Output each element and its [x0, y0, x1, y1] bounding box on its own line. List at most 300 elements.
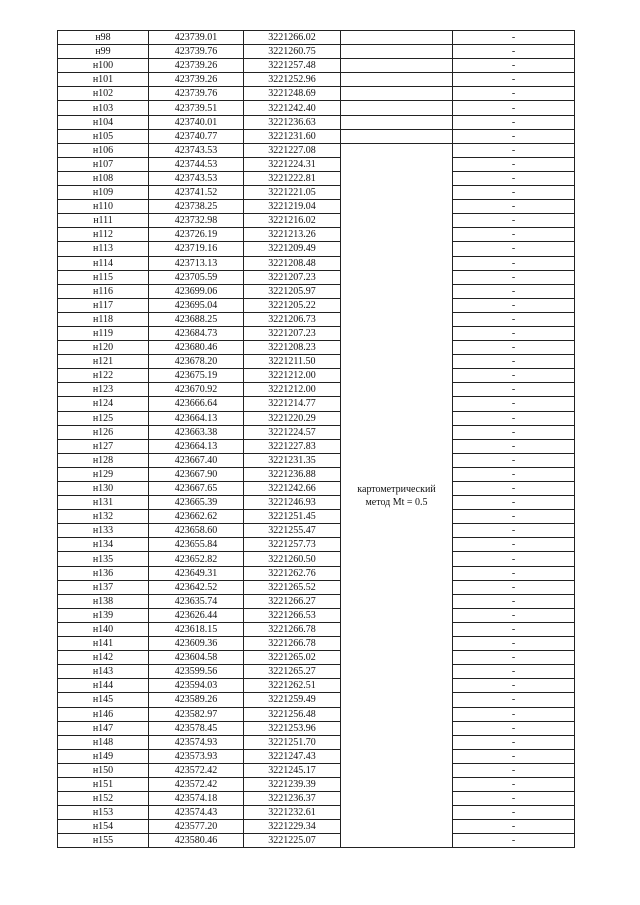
y-coordinate-cell: 3221227.08 — [244, 143, 341, 157]
point-name-cell: н106 — [58, 143, 149, 157]
dash-cell: - — [453, 834, 575, 848]
x-coordinate-cell: 423678.20 — [149, 355, 244, 369]
x-coordinate-cell: 423663.38 — [149, 425, 244, 439]
x-coordinate-cell: 423741.52 — [149, 186, 244, 200]
dash-cell: - — [453, 214, 575, 228]
y-coordinate-cell: 3221207.23 — [244, 326, 341, 340]
y-coordinate-cell: 3221209.49 — [244, 242, 341, 256]
x-coordinate-cell: 423739.76 — [149, 45, 244, 59]
x-coordinate-cell: 423658.60 — [149, 524, 244, 538]
dash-cell: - — [453, 566, 575, 580]
table-row — [58, 397, 575, 411]
table-row — [58, 721, 575, 735]
x-coordinate-cell: 423652.82 — [149, 552, 244, 566]
x-coordinate-cell: 423688.25 — [149, 312, 244, 326]
table-row — [58, 820, 575, 834]
point-name-cell: н110 — [58, 200, 149, 214]
y-coordinate-cell: 3221211.50 — [244, 355, 341, 369]
y-coordinate-cell: 3221236.37 — [244, 792, 341, 806]
table-row — [58, 87, 575, 101]
y-coordinate-cell: 3221260.75 — [244, 45, 341, 59]
method-blank-cell — [341, 87, 453, 101]
x-coordinate-cell: 423635.74 — [149, 594, 244, 608]
table-row — [58, 735, 575, 749]
x-coordinate-cell: 423574.43 — [149, 806, 244, 820]
table-row — [58, 129, 575, 143]
x-coordinate-cell: 423578.45 — [149, 721, 244, 735]
point-name-cell: н100 — [58, 59, 149, 73]
point-name-cell: н117 — [58, 298, 149, 312]
y-coordinate-cell: 3221212.00 — [244, 383, 341, 397]
y-coordinate-cell: 3221224.57 — [244, 425, 341, 439]
y-coordinate-cell: 3221206.73 — [244, 312, 341, 326]
y-coordinate-cell: 3221242.66 — [244, 482, 341, 496]
method-line-1: картометрический — [357, 483, 436, 495]
table-row — [58, 326, 575, 340]
dash-cell: - — [453, 101, 575, 115]
y-coordinate-cell: 3221259.49 — [244, 693, 341, 707]
y-coordinate-cell: 3221231.60 — [244, 129, 341, 143]
method-blank-cell — [341, 45, 453, 59]
table-row — [58, 425, 575, 439]
point-name-cell: н147 — [58, 721, 149, 735]
table-row — [58, 369, 575, 383]
x-coordinate-cell: 423662.62 — [149, 510, 244, 524]
table-row — [58, 411, 575, 425]
y-coordinate-cell: 3221266.53 — [244, 608, 341, 622]
method-blank-cell — [341, 31, 453, 45]
y-coordinate-cell: 3221224.31 — [244, 157, 341, 171]
y-coordinate-cell: 3221247.43 — [244, 749, 341, 763]
x-coordinate-cell: 423726.19 — [149, 228, 244, 242]
x-coordinate-cell: 423666.64 — [149, 397, 244, 411]
x-coordinate-cell: 423572.42 — [149, 777, 244, 791]
y-coordinate-cell: 3221252.96 — [244, 73, 341, 87]
y-coordinate-cell: 3221265.52 — [244, 580, 341, 594]
point-name-cell: н102 — [58, 87, 149, 101]
table-row — [58, 693, 575, 707]
point-name-cell: н101 — [58, 73, 149, 87]
x-coordinate-cell: 423582.97 — [149, 707, 244, 721]
point-name-cell: н123 — [58, 383, 149, 397]
y-coordinate-cell: 3221242.40 — [244, 101, 341, 115]
y-coordinate-cell: 3221260.50 — [244, 552, 341, 566]
point-name-cell: н105 — [58, 129, 149, 143]
dash-cell: - — [453, 59, 575, 73]
y-coordinate-cell: 3221220.29 — [244, 411, 341, 425]
x-coordinate-cell: 423739.51 — [149, 101, 244, 115]
dash-cell: - — [453, 45, 575, 59]
table-row — [58, 806, 575, 820]
dash-cell: - — [453, 749, 575, 763]
table-row — [58, 580, 575, 594]
point-name-cell: н148 — [58, 735, 149, 749]
x-coordinate-cell: 423609.36 — [149, 637, 244, 651]
y-coordinate-cell: 3221221.05 — [244, 186, 341, 200]
point-name-cell: н125 — [58, 411, 149, 425]
point-name-cell: н135 — [58, 552, 149, 566]
y-coordinate-cell: 3221246.93 — [244, 496, 341, 510]
x-coordinate-cell: 423667.65 — [149, 482, 244, 496]
y-coordinate-cell: 3221253.96 — [244, 721, 341, 735]
x-coordinate-cell: 423574.18 — [149, 792, 244, 806]
y-coordinate-cell: 3221219.04 — [244, 200, 341, 214]
table-row — [58, 552, 575, 566]
table-row — [58, 228, 575, 242]
table-row — [58, 538, 575, 552]
point-name-cell: н150 — [58, 763, 149, 777]
point-name-cell: н124 — [58, 397, 149, 411]
point-name-cell: н138 — [58, 594, 149, 608]
dash-cell: - — [453, 425, 575, 439]
method-blank-cell — [341, 101, 453, 115]
x-coordinate-cell: 423738.25 — [149, 200, 244, 214]
x-coordinate-cell: 423719.16 — [149, 242, 244, 256]
table-row — [58, 651, 575, 665]
dash-cell: - — [453, 820, 575, 834]
dash-cell: - — [453, 87, 575, 101]
table-row — [58, 73, 575, 87]
table-row — [58, 312, 575, 326]
method-blank-cell — [341, 59, 453, 73]
x-coordinate-cell: 423577.20 — [149, 820, 244, 834]
y-coordinate-cell: 3221262.76 — [244, 566, 341, 580]
point-name-cell: н103 — [58, 101, 149, 115]
x-coordinate-cell: 423740.01 — [149, 115, 244, 129]
x-coordinate-cell: 423572.42 — [149, 763, 244, 777]
method-blank-cell — [341, 115, 453, 129]
y-coordinate-cell: 3221266.27 — [244, 594, 341, 608]
table-row — [58, 284, 575, 298]
dash-cell: - — [453, 496, 575, 510]
table-row — [58, 453, 575, 467]
table-row — [58, 749, 575, 763]
method-line-2: метод Mt = 0.5 — [365, 496, 428, 508]
point-name-cell: н118 — [58, 312, 149, 326]
table-row — [58, 214, 575, 228]
dash-cell: - — [453, 129, 575, 143]
x-coordinate-cell: 423670.92 — [149, 383, 244, 397]
point-name-cell: н126 — [58, 425, 149, 439]
point-name-cell: н144 — [58, 679, 149, 693]
dash-cell: - — [453, 524, 575, 538]
table-row — [58, 679, 575, 693]
point-name-cell: н111 — [58, 214, 149, 228]
point-name-cell: н132 — [58, 510, 149, 524]
dash-cell: - — [453, 721, 575, 735]
x-coordinate-cell: 423626.44 — [149, 608, 244, 622]
x-coordinate-cell: 423713.13 — [149, 256, 244, 270]
dash-cell: - — [453, 115, 575, 129]
point-name-cell: н127 — [58, 439, 149, 453]
point-name-cell: н112 — [58, 228, 149, 242]
y-coordinate-cell: 3221216.02 — [244, 214, 341, 228]
dash-cell: - — [453, 397, 575, 411]
x-coordinate-cell: 423744.53 — [149, 157, 244, 171]
point-name-cell: н154 — [58, 820, 149, 834]
y-coordinate-cell: 3221205.97 — [244, 284, 341, 298]
table-row — [58, 482, 575, 496]
point-name-cell: н114 — [58, 256, 149, 270]
y-coordinate-cell: 3221251.45 — [244, 510, 341, 524]
dash-cell: - — [453, 242, 575, 256]
point-name-cell: н99 — [58, 45, 149, 59]
table-row — [58, 171, 575, 185]
table-row — [58, 383, 575, 397]
table-row — [58, 270, 575, 284]
dash-cell: - — [453, 369, 575, 383]
y-coordinate-cell: 3221236.88 — [244, 467, 341, 481]
dash-cell: - — [453, 665, 575, 679]
y-coordinate-cell: 3221227.83 — [244, 439, 341, 453]
dash-cell: - — [453, 341, 575, 355]
point-name-cell: н108 — [58, 171, 149, 185]
point-name-cell: н119 — [58, 326, 149, 340]
dash-cell: - — [453, 411, 575, 425]
x-coordinate-cell: 423594.03 — [149, 679, 244, 693]
point-name-cell: н137 — [58, 580, 149, 594]
table-row — [58, 157, 575, 171]
x-coordinate-cell: 423680.46 — [149, 341, 244, 355]
y-coordinate-cell: 3221225.07 — [244, 834, 341, 848]
table-row — [58, 834, 575, 848]
table-row — [58, 637, 575, 651]
dash-cell: - — [453, 228, 575, 242]
dash-cell: - — [453, 763, 575, 777]
point-name-cell: н153 — [58, 806, 149, 820]
point-name-cell: н122 — [58, 369, 149, 383]
x-coordinate-cell: 423580.46 — [149, 834, 244, 848]
y-coordinate-cell: 3221266.78 — [244, 637, 341, 651]
dash-cell: - — [453, 171, 575, 185]
y-coordinate-cell: 3221248.69 — [244, 87, 341, 101]
method-blank-cell — [341, 73, 453, 87]
table-row — [58, 566, 575, 580]
x-coordinate-cell: 423699.06 — [149, 284, 244, 298]
y-coordinate-cell: 3221266.78 — [244, 622, 341, 636]
dash-cell: - — [453, 73, 575, 87]
y-coordinate-cell: 3221208.48 — [244, 256, 341, 270]
dash-cell: - — [453, 467, 575, 481]
dash-cell: - — [453, 143, 575, 157]
table-row — [58, 763, 575, 777]
x-coordinate-cell: 423599.56 — [149, 665, 244, 679]
point-name-cell: н128 — [58, 453, 149, 467]
dash-cell: - — [453, 679, 575, 693]
dash-cell: - — [453, 298, 575, 312]
dash-cell: - — [453, 806, 575, 820]
x-coordinate-cell: 423589.26 — [149, 693, 244, 707]
point-name-cell: н140 — [58, 622, 149, 636]
table-row — [58, 298, 575, 312]
y-coordinate-cell: 3221245.17 — [244, 763, 341, 777]
x-coordinate-cell: 423739.76 — [149, 87, 244, 101]
point-name-cell: н141 — [58, 637, 149, 651]
method-blank-cell — [341, 129, 453, 143]
table-row — [58, 792, 575, 806]
dash-cell: - — [453, 538, 575, 552]
y-coordinate-cell: 3221255.47 — [244, 524, 341, 538]
table-row — [58, 665, 575, 679]
y-coordinate-cell: 3221222.81 — [244, 171, 341, 185]
point-name-cell: н143 — [58, 665, 149, 679]
table-row — [58, 594, 575, 608]
point-name-cell: н116 — [58, 284, 149, 298]
x-coordinate-cell: 423675.19 — [149, 369, 244, 383]
dash-cell: - — [453, 622, 575, 636]
point-name-cell: н130 — [58, 482, 149, 496]
y-coordinate-cell: 3221212.00 — [244, 369, 341, 383]
table-row — [58, 510, 575, 524]
table-row — [58, 45, 575, 59]
point-name-cell: н131 — [58, 496, 149, 510]
point-name-cell: н133 — [58, 524, 149, 538]
table-row — [58, 200, 575, 214]
table-row — [58, 341, 575, 355]
y-coordinate-cell: 3221205.22 — [244, 298, 341, 312]
dash-cell: - — [453, 326, 575, 340]
y-coordinate-cell: 3221214.77 — [244, 397, 341, 411]
y-coordinate-cell: 3221256.48 — [244, 707, 341, 721]
table-row — [58, 115, 575, 129]
dash-cell: - — [453, 594, 575, 608]
x-coordinate-cell: 423642.52 — [149, 580, 244, 594]
dash-cell: - — [453, 383, 575, 397]
y-coordinate-cell: 3221262.51 — [244, 679, 341, 693]
x-coordinate-cell: 423667.90 — [149, 467, 244, 481]
y-coordinate-cell: 3221265.27 — [244, 665, 341, 679]
point-name-cell: н115 — [58, 270, 149, 284]
x-coordinate-cell: 423695.04 — [149, 298, 244, 312]
y-coordinate-cell: 3221207.23 — [244, 270, 341, 284]
point-name-cell: н151 — [58, 777, 149, 791]
x-coordinate-cell: 423705.59 — [149, 270, 244, 284]
x-coordinate-cell: 423655.84 — [149, 538, 244, 552]
dash-cell: - — [453, 186, 575, 200]
point-name-cell: н145 — [58, 693, 149, 707]
x-coordinate-cell: 423667.40 — [149, 453, 244, 467]
dash-cell: - — [453, 580, 575, 594]
x-coordinate-cell: 423743.53 — [149, 171, 244, 185]
table-row — [58, 186, 575, 200]
y-coordinate-cell: 3221266.02 — [244, 31, 341, 45]
x-coordinate-cell: 423618.15 — [149, 622, 244, 636]
table-row — [58, 143, 575, 157]
dash-cell: - — [453, 510, 575, 524]
table-row — [58, 31, 575, 45]
dash-cell: - — [453, 157, 575, 171]
x-coordinate-cell: 423739.01 — [149, 31, 244, 45]
y-coordinate-cell: 3221208.23 — [244, 341, 341, 355]
dash-cell: - — [453, 707, 575, 721]
x-coordinate-cell: 423664.13 — [149, 439, 244, 453]
point-name-cell: н113 — [58, 242, 149, 256]
coordinates-table-body — [58, 31, 575, 848]
dash-cell: - — [453, 270, 575, 284]
point-name-cell: н152 — [58, 792, 149, 806]
table-row — [58, 777, 575, 791]
table-row — [58, 101, 575, 115]
dash-cell: - — [453, 637, 575, 651]
table-row — [58, 439, 575, 453]
dash-cell: - — [453, 792, 575, 806]
x-coordinate-cell: 423739.26 — [149, 59, 244, 73]
x-coordinate-cell: 423573.93 — [149, 749, 244, 763]
point-name-cell: н98 — [58, 31, 149, 45]
method-cell — [341, 143, 453, 848]
dash-cell: - — [453, 552, 575, 566]
x-coordinate-cell: 423739.26 — [149, 73, 244, 87]
point-name-cell: н104 — [58, 115, 149, 129]
dash-cell: - — [453, 693, 575, 707]
x-coordinate-cell: 423743.53 — [149, 143, 244, 157]
point-name-cell: н146 — [58, 707, 149, 721]
y-coordinate-cell: 3221236.63 — [244, 115, 341, 129]
x-coordinate-cell: 423732.98 — [149, 214, 244, 228]
y-coordinate-cell: 3221239.39 — [244, 777, 341, 791]
dash-cell: - — [453, 31, 575, 45]
dash-cell: - — [453, 256, 575, 270]
y-coordinate-cell: 3221231.35 — [244, 453, 341, 467]
table-row — [58, 467, 575, 481]
point-name-cell: н149 — [58, 749, 149, 763]
table-row — [58, 256, 575, 270]
table-row — [58, 355, 575, 369]
table-row — [58, 608, 575, 622]
dash-cell: - — [453, 735, 575, 749]
y-coordinate-cell: 3221251.70 — [244, 735, 341, 749]
coordinates-table — [57, 30, 575, 848]
table-row — [58, 242, 575, 256]
dash-cell: - — [453, 453, 575, 467]
dash-cell: - — [453, 284, 575, 298]
y-coordinate-cell: 3221257.48 — [244, 59, 341, 73]
point-name-cell: н107 — [58, 157, 149, 171]
point-name-cell: н155 — [58, 834, 149, 848]
y-coordinate-cell: 3221229.34 — [244, 820, 341, 834]
dash-cell: - — [453, 608, 575, 622]
dash-cell: - — [453, 312, 575, 326]
y-coordinate-cell: 3221213.26 — [244, 228, 341, 242]
x-coordinate-cell: 423664.13 — [149, 411, 244, 425]
y-coordinate-cell: 3221232.61 — [244, 806, 341, 820]
table-row — [58, 622, 575, 636]
table-row — [58, 496, 575, 510]
x-coordinate-cell: 423740.77 — [149, 129, 244, 143]
table-row — [58, 59, 575, 73]
point-name-cell: н134 — [58, 538, 149, 552]
point-name-cell: н139 — [58, 608, 149, 622]
x-coordinate-cell: 423574.93 — [149, 735, 244, 749]
x-coordinate-cell: 423649.31 — [149, 566, 244, 580]
dash-cell: - — [453, 651, 575, 665]
y-coordinate-cell: 3221265.02 — [244, 651, 341, 665]
table-row — [58, 524, 575, 538]
y-coordinate-cell: 3221257.73 — [244, 538, 341, 552]
dash-cell: - — [453, 200, 575, 214]
x-coordinate-cell: 423604.58 — [149, 651, 244, 665]
dash-cell: - — [453, 439, 575, 453]
x-coordinate-cell: 423684.73 — [149, 326, 244, 340]
dash-cell: - — [453, 482, 575, 496]
point-name-cell: н142 — [58, 651, 149, 665]
x-coordinate-cell: 423665.39 — [149, 496, 244, 510]
point-name-cell: н136 — [58, 566, 149, 580]
point-name-cell: н120 — [58, 341, 149, 355]
dash-cell: - — [453, 777, 575, 791]
table-row — [58, 707, 575, 721]
dash-cell: - — [453, 355, 575, 369]
